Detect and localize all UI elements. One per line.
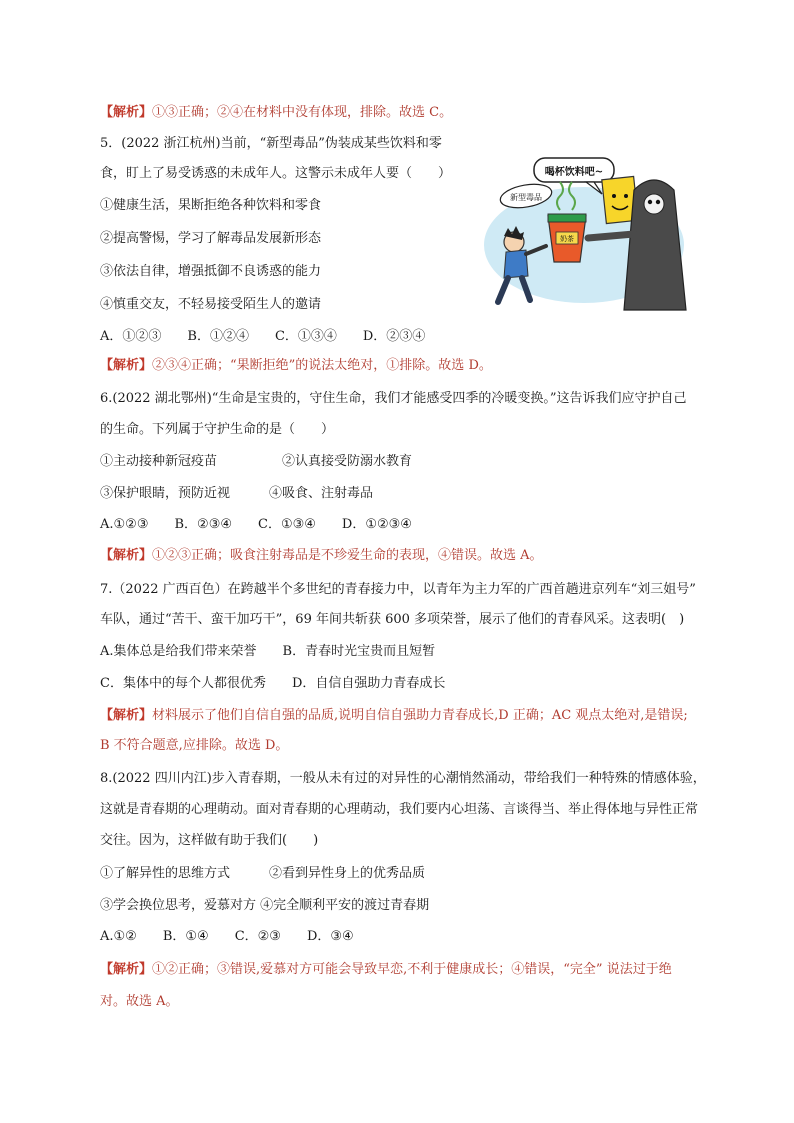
q8-options-3-4: ③学会换位思考，爱慕对方 ④完全顺利平安的渡过青春期 xyxy=(100,898,430,913)
analysis-tag: 【解析】 xyxy=(100,105,153,120)
q5-option-4: ④慎重交友，不轻易接受陌生人的邀请 xyxy=(100,297,322,312)
q8-options-1-2: ①了解异性的思维方式 ②看到异性身上的优秀品质 xyxy=(100,866,426,881)
q6-stem-line2: 的生命。下列属于守护生命的是（ ） xyxy=(100,422,335,437)
analysis-text: ②③④正确；“果断拒绝”的说法太绝对，①排除。故选 D。 xyxy=(152,358,492,373)
cup-label-text: 奶茶 xyxy=(560,235,574,243)
q5-stem-line1: 5．(2022 浙江杭州)当前，“新型毒品”伪装成某些饮料和零 xyxy=(100,136,442,151)
skull-eye-right xyxy=(656,200,660,204)
q7-stem-line1: 7.（2022 广西百色）在跨越半个多世纪的青春接力中，以青年为主力军的广西首趟进京列车“刘三姐号” xyxy=(100,582,696,597)
q8-stem-line3: 交往。因为，这样做有助于我们( ) xyxy=(100,833,319,848)
cup-lid xyxy=(548,214,586,222)
analysis-tag: 【解析】 xyxy=(100,708,153,723)
q6-analysis xyxy=(100,546,543,566)
q7-analysis-line2: B 不符合题意,应排除。故选 D。 xyxy=(100,738,289,753)
q7-analysis-line1 xyxy=(100,706,688,726)
analysis-text: 材料展示了他们自信自强的品质,说明自信自强助力青春成长,D 正确；AC 观点太绝对,是错误; xyxy=(152,708,688,723)
q5-option-2: ②提高警惕，学习了解毒品发展新形态 xyxy=(100,231,322,246)
analysis-text: ①②③正确；吸食注射毒品是不珍爱生命的表现，④错误。故选 A。 xyxy=(152,548,543,563)
q6-options-3-4: ③保护眼睛，预防近视 ④吸食、注射毒品 xyxy=(100,486,374,501)
skull-eye-left xyxy=(648,200,652,204)
q7-options-a-b: A.集体总是给我们带来荣誉 B．青春时光宝贵而且短暂 xyxy=(100,644,436,659)
analysis-tag: 【解析】 xyxy=(100,358,153,373)
q5-analysis xyxy=(100,356,492,376)
q8-stem-line1: 8.(2022 四川内江)步入青春期，一般从未有过的对异性的心潮悄然涌动，带给我们一种特殊的情感体验， xyxy=(100,771,706,786)
q7-stem-line2: 车队，通过“苦干、蛮干加巧干”，69 年间共斩获 600 多项荣誉，展示了他们的青春风采。这表明( ) xyxy=(100,612,685,627)
drug-warning-cartoon xyxy=(474,150,696,318)
speech-text: 喝杯饮料吧~ xyxy=(544,167,604,178)
q6-stem-line1: 6.(2022 湖北鄂州)“生命是宝贵的，守住生命，我们才能感受四季的冷暖变换。”这告诉我们应守护自己 xyxy=(100,391,687,406)
mask-eye-right xyxy=(624,194,628,198)
q5-option-3: ③依法自律，增强抵御不良诱惑的能力 xyxy=(100,264,322,279)
skull-icon xyxy=(644,194,664,214)
analysis-tag: 【解析】 xyxy=(100,962,153,977)
analysis-text: ①③正确；②④在材料中没有体现，排除。故选 C。 xyxy=(152,105,453,120)
q5-choices: A．①②③ B．①②④ C．①③④ D．②③④ xyxy=(100,329,426,344)
q5-stem-line2: 食，盯上了易受诱惑的未成年人。这警示未成年人要（ ） xyxy=(100,166,452,181)
q8-analysis-line1 xyxy=(100,960,672,980)
analysis-tag: 【解析】 xyxy=(100,548,153,563)
drug-label-text: 新型毒品 xyxy=(510,193,542,202)
q4-analysis xyxy=(100,103,452,123)
q8-analysis-line2: 对。故选 A。 xyxy=(100,994,179,1009)
reaper-arm xyxy=(588,234,634,238)
q7-options-c-d: C．集体中的每个人都很优秀 D．自信自强助力青春成长 xyxy=(100,676,446,691)
analysis-text: ①②正确；③错误,爱慕对方可能会导致早恋,不利于健康成长；④错误，“完全” 说法过于绝 xyxy=(152,962,672,977)
q6-options-1-2: ①主动接种新冠疫苗 ②认真接受防溺水教育 xyxy=(100,454,413,469)
q6-choices: A.①②③ B．②③④ C．①③④ D．①②③④ xyxy=(100,517,412,532)
q8-choices: A.①② B．①④ C．②③ D．③④ xyxy=(100,929,354,944)
mask-eye-left xyxy=(612,194,616,198)
q8-stem-line2: 这就是青春期的心理萌动。面对青春期的心理萌动，我们要内心坦荡、言谈得当、举止得体地与异性正常 xyxy=(100,802,699,817)
q5-option-1: ①健康生活，果断拒绝各种饮料和零食 xyxy=(100,198,322,213)
